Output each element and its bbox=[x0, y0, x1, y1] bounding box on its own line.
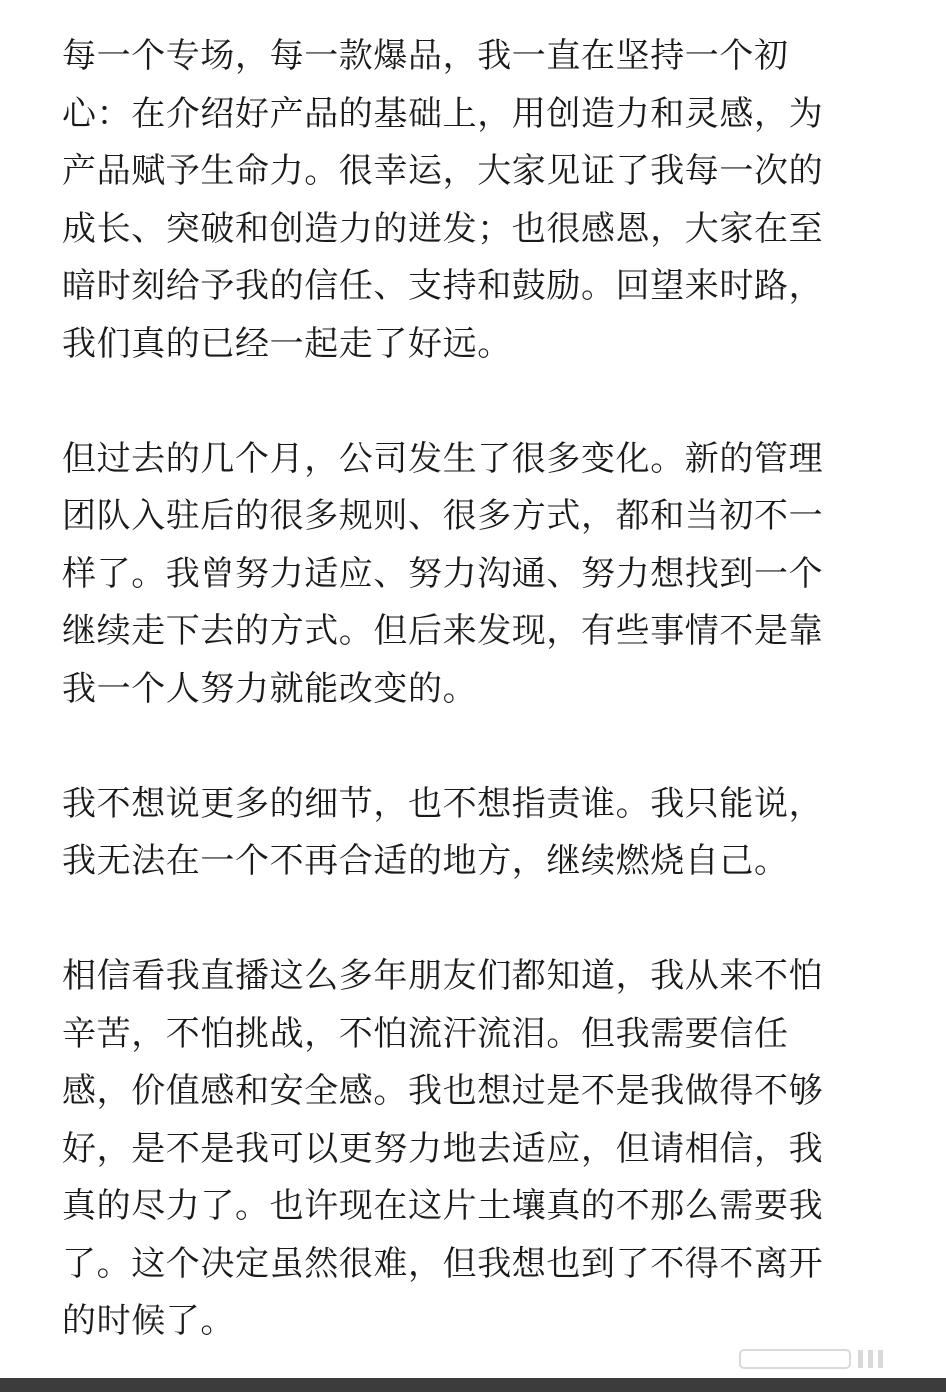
article-body bbox=[62, 28, 892, 1351]
text-line: 成长、突破和创造力的迸发；也很感恩，大家在至 bbox=[62, 208, 824, 249]
paragraph-3 bbox=[62, 776, 892, 891]
text-line: 好，是不是我可以更努力地去适应，但请相信，我 bbox=[62, 1128, 824, 1169]
text-line: 的时候了。 bbox=[62, 1301, 235, 1341]
text-line: 我们真的已经一起走了好远。 bbox=[62, 323, 512, 364]
text-line: 每一个专场，每一款爆品，我一直在坚持一个初 bbox=[62, 36, 789, 76]
text-line: 感，价值感和安全感。我也想过是不是我做得不够 bbox=[62, 1071, 824, 1111]
text-line: 暗时刻给予我的信任、支持和鼓励。回望来时路， bbox=[62, 266, 824, 306]
paragraph-2 bbox=[62, 431, 892, 719]
bottom-bar bbox=[0, 1378, 946, 1392]
paragraph-1 bbox=[62, 28, 892, 373]
text-line: 但过去的几个月，公司发生了很多变化。新的管理 bbox=[62, 438, 824, 479]
text-line: 样了。我曾努力适应、努力沟通、努力想找到一个 bbox=[62, 553, 824, 594]
text-line: 我不想说更多的细节，也不想指责谁。我只能说， bbox=[62, 783, 824, 824]
watermark-logo-icon bbox=[738, 1346, 888, 1372]
paragraph-4 bbox=[62, 948, 892, 1351]
text-line: 辛苦，不怕挑战，不怕流汗流泪。但我需要信任 bbox=[62, 1013, 789, 1054]
text-line: 团队入驻后的很多规则、很多方式，都和当初不一 bbox=[62, 496, 824, 536]
text-line: 了。这个决定虽然很难，但我想也到了不得不离开 bbox=[62, 1243, 824, 1284]
text-line: 心：在介绍好产品的基础上，用创造力和灵感，为 bbox=[62, 93, 824, 134]
text-line: 我无法在一个不再合适的地方，继续燃烧自己。 bbox=[62, 841, 789, 881]
text-line: 真的尽力了。也许现在这片土壤真的不那么需要我 bbox=[62, 1186, 824, 1226]
text-line: 产品赋予生命力。很幸运，大家见证了我每一次的 bbox=[62, 151, 824, 191]
text-line: 继续走下去的方式。但后来发现，有些事情不是靠 bbox=[62, 611, 824, 651]
text-line: 相信看我直播这么多年朋友们都知道，我从来不怕 bbox=[62, 956, 824, 996]
text-line: 我一个人努力就能改变的。 bbox=[62, 668, 478, 709]
